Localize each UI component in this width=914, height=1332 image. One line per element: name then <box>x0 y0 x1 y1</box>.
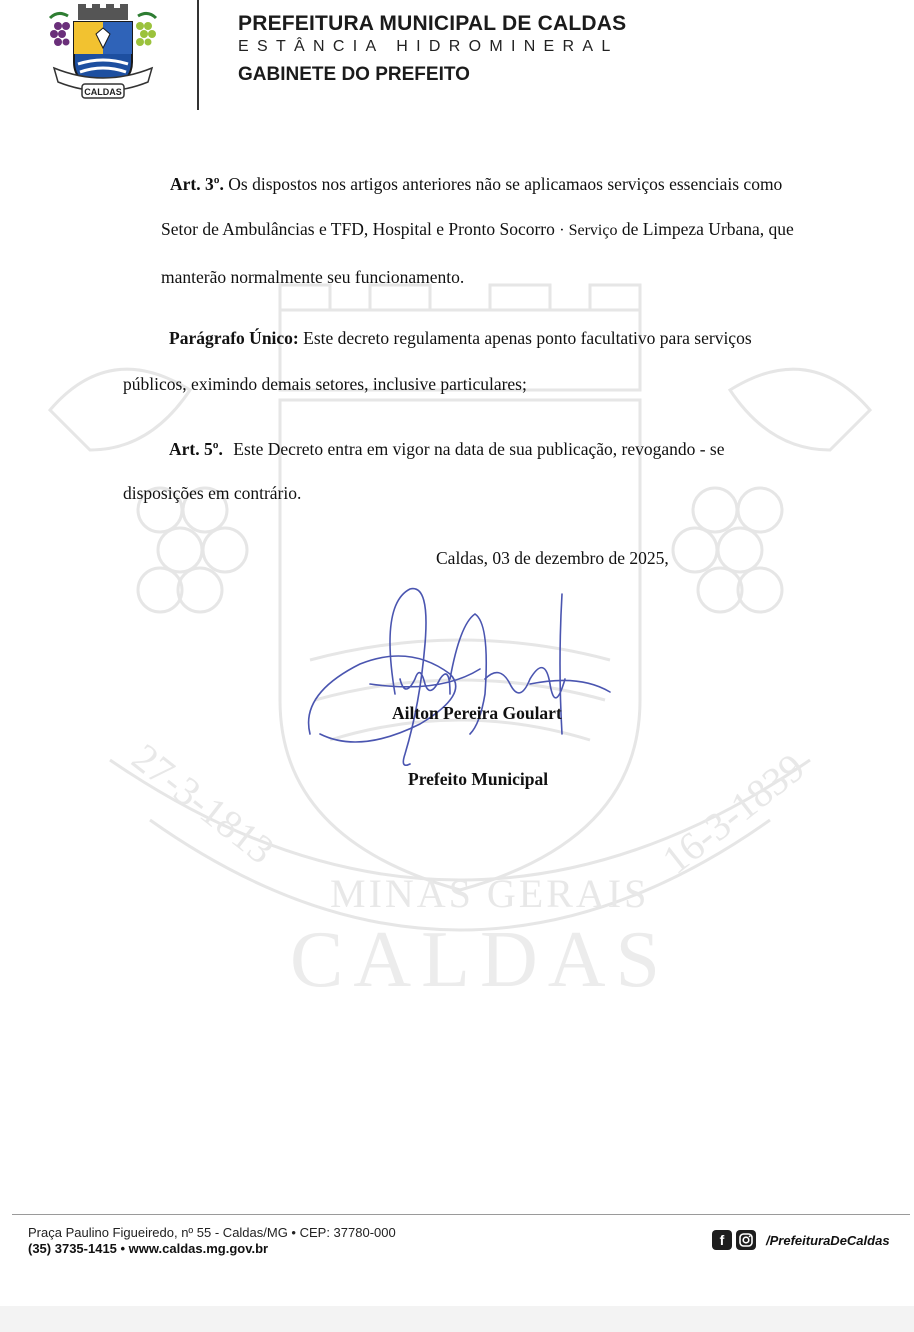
art3-text-2a: Setor de Ambulâncias e TFD, Hospital e Pronto Socorro <box>161 219 555 239</box>
paragrafo-text-1: Este decreto regulamenta apenas ponto facultativo para serviços <box>303 328 752 348</box>
svg-text:CALDAS: CALDAS <box>84 87 122 97</box>
art3-line-1 <box>170 174 782 195</box>
watermark-state: MINAS GERAIS <box>330 871 650 916</box>
art5-line-1 <box>169 439 725 460</box>
municipal-crest-logo <box>44 4 162 100</box>
paragrafo-line-1 <box>169 328 752 349</box>
social-links <box>712 1228 890 1252</box>
date-place: Caldas, 03 de dezembro de 2025, <box>436 548 669 568</box>
art3-text-2b: · Serviço <box>559 222 618 239</box>
facebook-icon[interactable] <box>712 1230 732 1250</box>
footer-contact: (35) 3735-1415 • www.caldas.mg.gov.br <box>28 1241 269 1256</box>
signatory-role: Prefeito Municipal <box>408 769 549 789</box>
footer-divider <box>12 1214 910 1215</box>
art3-text-1: Os dispostos nos artigos anteriores não se aplicamaos serviços essenciais como <box>228 174 783 194</box>
art3-line-3: manterão normalmente seu funcionamento. <box>161 267 465 287</box>
art3-label: Art. 3º. <box>170 174 224 194</box>
watermark-right-date: 16-3-1839 <box>653 744 813 883</box>
instagram-glyph <box>739 1233 753 1247</box>
signatory-name: Ailton Pereira Goulart <box>392 703 562 723</box>
handwritten-signature <box>300 584 620 774</box>
art5-text-1a: Este Decreto entra em vigor na data de sua publicação, revogando <box>233 439 696 459</box>
watermark-left-date: 27-3-1813 <box>123 734 283 873</box>
header-subtitle: ESTÂNCIA HIDROMINERAL <box>238 38 619 55</box>
art3-line-2 <box>161 219 794 240</box>
paragrafo-line-2: públicos, eximindo demais setores, inclusive particulares; <box>123 374 527 394</box>
facebook-glyph: f <box>719 1232 725 1248</box>
art3-text-2c: de Limpeza Urbana, que <box>621 219 794 239</box>
header-cabinet: GABINETE DO PREFEITO <box>238 64 470 85</box>
footer-address: Praça Paulino Figueiredo, nº 55 - Caldas/MG • CEP: 37780-000 <box>28 1225 396 1240</box>
page-bottom-band <box>0 1306 914 1332</box>
social-handle[interactable]: /PrefeituraDeCaldas <box>766 1232 890 1248</box>
art5-label: Art. 5º. <box>169 439 223 459</box>
instagram-icon[interactable] <box>736 1230 756 1250</box>
art5-text-1b: - se <box>699 439 725 459</box>
header-title: PREFEITURA MUNICIPAL DE CALDAS <box>238 12 627 35</box>
art5-line-2: disposições em contrário. <box>123 483 302 503</box>
header-divider <box>197 0 199 110</box>
paragrafo-label: Parágrafo Único: <box>169 328 299 348</box>
watermark-city: CALDAS <box>290 916 671 1004</box>
